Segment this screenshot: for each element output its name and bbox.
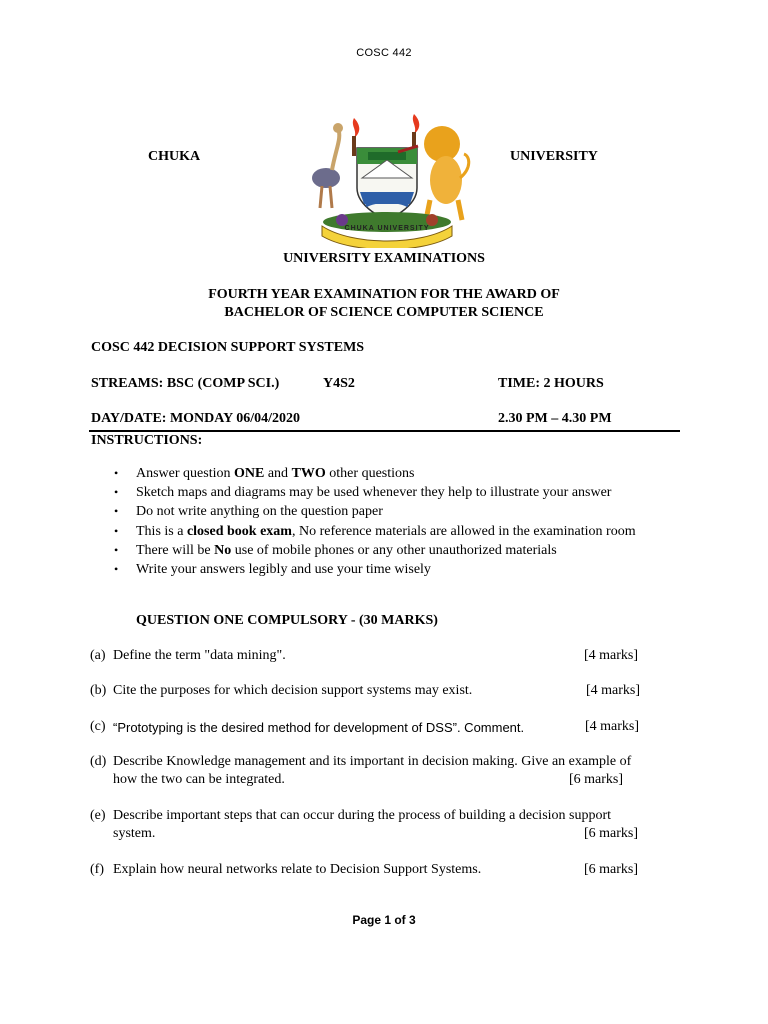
question-text-continued: system.: [113, 826, 156, 841]
question-text: Describe important steps that can occur during the process of building a decision support: [113, 808, 612, 823]
question-marks: [6 marks]: [569, 772, 624, 787]
instruction-emphasis: TWO: [291, 466, 326, 481]
page-number: Page 1 of 3: [352, 913, 416, 927]
instruction-item: [114, 541, 636, 560]
instruction-item: [114, 522, 636, 541]
university-crest-logo: [302, 108, 472, 248]
exam-day-date: DAY/DATE: MONDAY 06/04/2020: [91, 411, 300, 426]
question-text: Explain how neural networks relate to Decision Support Systems.: [113, 862, 482, 877]
instruction-emphasis: closed book exam: [186, 523, 292, 539]
header-course-code: COSC 442: [356, 47, 412, 59]
instruction-text: Do not write anything on the question paper: [136, 504, 383, 520]
instruction-text: use of mobile phones or any other unauthorized materials: [231, 542, 557, 558]
question-label: (e): [90, 808, 106, 823]
question-label: (b): [90, 683, 107, 698]
instruction-text: , No reference materials are allowed in the examination room: [291, 523, 636, 539]
university-name-left: CHUKA: [148, 149, 201, 164]
question-marks: [6 marks]: [584, 826, 639, 841]
instruction-text: There will be: [136, 542, 215, 558]
crest-ribbon-text: CHUKA UNIVERSITY: [344, 225, 430, 232]
question-text-continued: how the two can be integrated.: [113, 772, 285, 787]
instruction-text: and: [264, 466, 292, 481]
question-marks: [4 marks]: [585, 719, 640, 734]
exam-time: TIME: 2 HOURS: [498, 376, 604, 391]
instructions-heading: INSTRUCTIONS:: [91, 433, 203, 448]
instruction-text: Write your answers legibly and use your time wisely: [136, 561, 431, 577]
question-label: (c): [90, 719, 106, 734]
instruction-item: [114, 483, 636, 502]
streams-label: STREAMS: BSC (COMP SCI.): [91, 376, 280, 391]
question-text: “Prototyping is the desired method for development of DSS”. Comment.: [113, 720, 525, 735]
question-text: Describe Knowledge management and its important in decision making. Give an example of: [113, 754, 632, 769]
instructions-list: [114, 464, 636, 579]
question-text: Define the term "data mining".: [113, 648, 286, 663]
award-line-1: FOURTH YEAR EXAMINATION FOR THE AWARD OF: [208, 287, 560, 302]
instruction-item: [114, 560, 636, 579]
question-marks: [4 marks]: [586, 683, 641, 698]
instruction-item: [114, 502, 636, 521]
question-label: (f): [90, 862, 104, 877]
university-name-right: UNIVERSITY: [510, 149, 598, 164]
exam-title: UNIVERSITY EXAMINATIONS: [283, 251, 485, 266]
instruction-item: [114, 464, 636, 483]
question-label: (d): [90, 754, 107, 769]
instruction-text: other questions: [325, 466, 415, 481]
instruction-text: Answer question: [136, 466, 234, 481]
exam-time-range: 2.30 PM – 4.30 PM: [498, 411, 612, 426]
instruction-emphasis: No: [214, 542, 232, 558]
question-marks: [6 marks]: [584, 862, 639, 877]
question-text: Cite the purposes for which decision support systems may exist.: [113, 683, 473, 698]
question-marks: [4 marks]: [584, 648, 639, 663]
section-heading: QUESTION ONE COMPULSORY - (30 MARKS): [136, 613, 438, 628]
question-label: (a): [90, 648, 106, 663]
streams-code: Y4S2: [323, 376, 355, 391]
course-title: COSC 442 DECISION SUPPORT SYSTEMS: [91, 340, 365, 355]
instruction-text: This is a: [136, 523, 187, 539]
instruction-text: Sketch maps and diagrams may be used whenever they help to illustrate your answer: [136, 485, 612, 501]
instruction-emphasis: ONE: [234, 466, 265, 481]
award-line-2: BACHELOR OF SCIENCE COMPUTER SCIENCE: [224, 305, 544, 320]
header-divider: [89, 430, 680, 432]
